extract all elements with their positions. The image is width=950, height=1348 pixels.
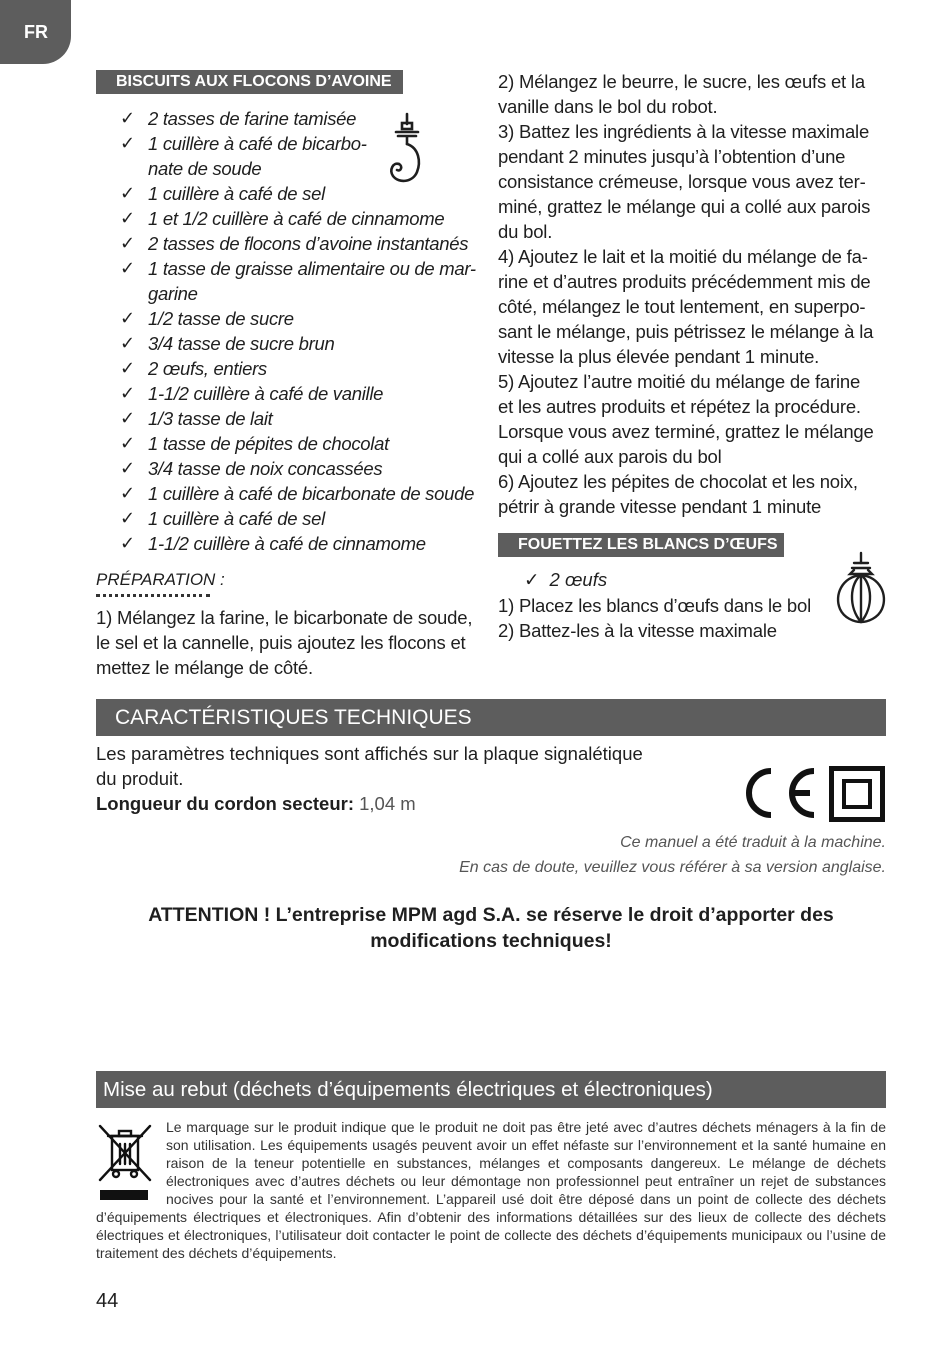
step-line: consistance crémeuse, lorsque vous avez ter- — [498, 171, 866, 192]
ingredient-text: 1-1/2 cuillère à café de vanille — [148, 383, 384, 404]
check-icon: ✓ — [120, 233, 135, 253]
step-line: miné, grattez le mélange qui a collé aux parois — [498, 196, 871, 217]
whisk-steps — [498, 593, 811, 643]
step-line: qui a collé aux parois du bol — [498, 446, 722, 467]
ingredient-text: 2 œufs — [549, 569, 608, 590]
whisk-step: 1) Placez les blancs d’œufs dans le bol — [498, 595, 812, 616]
cord-length-value: 1,04 m — [359, 793, 416, 814]
ingredient-text: 2 tasses de farine tamisée — [148, 108, 357, 129]
check-icon: ✓ — [120, 208, 135, 228]
ingredient-item — [120, 231, 476, 256]
attention-line: modifications techniques! — [370, 930, 612, 952]
ingredient-item — [120, 306, 476, 331]
cord-length-label: Longueur du cordon secteur: — [96, 793, 354, 814]
ingredient-text: 2 œufs, entiers — [148, 358, 267, 379]
cord-length — [96, 791, 716, 816]
step-line: côté, mélangez le tout lentement, en superpo- — [498, 296, 866, 317]
check-icon: ✓ — [120, 508, 135, 528]
check-icon: ✓ — [524, 569, 540, 590]
ingredient-item — [120, 331, 476, 356]
check-icon: ✓ — [120, 333, 135, 353]
step-line: du bol. — [498, 221, 553, 242]
ingredient-item — [120, 406, 476, 431]
check-icon: ✓ — [120, 408, 135, 428]
whisk-step: 2) Battez-les à la vitesse maximale — [498, 620, 777, 641]
attention-line: ATTENTION ! L’entreprise MPM agd S.A. se réserve le droit d’apporter des — [148, 904, 834, 926]
step-line: pendant 2 minutes jusqu’à l’obtention d’une — [498, 146, 846, 167]
step-line: Lorsque vous avez terminé, grattez le mélange — [498, 421, 874, 442]
ingredient-text: nate de soude — [148, 158, 262, 179]
ingredient-item — [120, 106, 476, 131]
ingredient-item — [120, 356, 476, 381]
step-line: 3) Battez les ingrédients à la vitesse maximale — [498, 121, 870, 142]
technical-section-title: CARACTÉRISTIQUES TECHNIQUES — [96, 699, 886, 736]
step-line: et les autres produits et répétez la procédure. — [498, 396, 861, 417]
translation-note — [459, 830, 886, 880]
ingredient-item — [120, 206, 476, 231]
ingredient-text: 1 tasse de pépites de chocolat — [148, 433, 389, 454]
ingredient-text: 1 cuillère à café de bicarbo- — [148, 133, 367, 154]
ce-mark-icon — [738, 765, 818, 821]
whisk-ingredient — [524, 567, 607, 592]
check-icon: ✓ — [120, 183, 135, 203]
steps-right-column — [498, 69, 874, 519]
double-insulation-icon — [829, 766, 885, 822]
ingredients-list — [120, 106, 476, 556]
ingredient-text: 1 tasse de graisse alimentaire ou de mar- — [148, 258, 476, 279]
step1-line: 1) Mélangez la farine, le bicarbonate de soude, — [96, 607, 473, 628]
ingredient-item — [120, 506, 476, 531]
step-line: vitesse la plus élevée pendant 1 minute. — [498, 346, 820, 367]
check-icon: ✓ — [120, 133, 135, 153]
step1-text — [96, 605, 472, 680]
ingredient-item — [120, 256, 476, 306]
step-line: 6) Ajoutez les pépites de chocolat et les noix, — [498, 471, 858, 492]
technical-line: du produit. — [96, 768, 184, 789]
ingredient-text: 3/4 tasse de sucre brun — [148, 333, 335, 354]
check-icon: ✓ — [120, 108, 135, 128]
ingredient-text: 1 et 1/2 cuillère à café de cinnamome — [148, 208, 445, 229]
ingredient-text: 3/4 tasse de noix concassées — [148, 458, 383, 479]
page-number: 44 — [96, 1290, 119, 1312]
language-tab: FR — [0, 0, 71, 64]
translation-line: En cas de doute, veuillez vous référer à sa version anglaise. — [459, 859, 886, 876]
ingredient-item — [120, 381, 476, 406]
check-icon: ✓ — [120, 458, 135, 478]
ingredient-item — [120, 131, 476, 181]
disposal-text — [96, 1118, 886, 1262]
recipe-title-egg-whites: FOUETTEZ LES BLANCS D’ŒUFS — [498, 533, 784, 557]
step-line: 2) Mélangez le beurre, le sucre, les œufs et la — [498, 71, 865, 92]
check-icon: ✓ — [120, 533, 135, 553]
ingredient-text: 1 cuillère à café de bicarbonate de soude — [148, 483, 475, 504]
preparation-underline — [96, 594, 210, 597]
ingredient-item — [120, 456, 476, 481]
check-icon: ✓ — [120, 308, 135, 328]
ingredient-item — [120, 531, 476, 556]
step-line: sant le mélange, puis pétrissez le mélange à la — [498, 321, 874, 342]
attention-notice — [96, 902, 886, 954]
ingredient-item — [120, 481, 476, 506]
step-line: 5) Ajoutez l’autre moitié du mélange de farine — [498, 371, 861, 392]
step-line: vanille dans le bol du robot. — [498, 96, 718, 117]
step-line: pétrir à grande vitesse pendant 1 minute — [498, 496, 822, 517]
check-icon: ✓ — [120, 258, 135, 278]
ingredient-text: 1/2 tasse de sucre — [148, 308, 294, 329]
ingredient-item — [120, 431, 476, 456]
step1-line: mettez le mélange de côté. — [96, 657, 313, 678]
icon-spacer — [96, 1118, 166, 1208]
step-line: rine et d’autres produits précédemment mis de — [498, 271, 871, 292]
ingredient-item — [120, 181, 476, 206]
ingredient-text: 1-1/2 cuillère à café de cinnamome — [148, 533, 426, 554]
technical-text — [96, 741, 716, 816]
check-icon: ✓ — [120, 383, 135, 403]
step1-line: le sel et la cannelle, puis ajoutez les flocons et — [96, 632, 466, 653]
ingredient-text: 1 cuillère à café de sel — [148, 183, 325, 204]
ingredient-text: 1/3 tasse de lait — [148, 408, 273, 429]
whisk-icon — [834, 551, 888, 625]
step-line: 4) Ajoutez le lait et la moitié du mélange de fa- — [498, 246, 868, 267]
check-icon: ✓ — [120, 358, 135, 378]
check-icon: ✓ — [120, 433, 135, 453]
ingredient-text: garine — [148, 283, 198, 304]
check-icon: ✓ — [120, 483, 135, 503]
preparation-label: PRÉPARATION : — [96, 570, 225, 589]
technical-line: Les paramètres techniques sont affichés sur la plaque signalétique — [96, 743, 643, 764]
translation-line: Ce manuel a été traduit à la machine. — [620, 834, 886, 851]
ingredient-text: 2 tasses de flocons d’avoine instantanés — [148, 233, 469, 254]
recipe-title-oat-biscuits: BISCUITS AUX FLOCONS D’AVOINE — [96, 70, 403, 94]
ingredient-text: 1 cuillère à café de sel — [148, 508, 325, 529]
disposal-paragraph: Le marquage sur le produit indique que le produit ne doit pas être jeté avec d’autres déchets ménagers à la fin de son utilisation. Les équipements usagés peuvent avoir un effet néfaste sur l’environnement et la santé humaine en raison de la teneur potentielle en substances, mélanges et composants dangereux. Le mélange de déchets électroniques avec d’autres déchets ou leur démontage non professionnel peut entraîner un rejet de substances nocives pour la santé et l’environnement. L’appareil usé doit être déposé dans un point de collecte des déchets d’équipements électriques et électroniques. Afin d’obtenir des informations détaillées sur des lieux de collecte des déchets électriques et électroniques, l’utilisateur doit contacter le point de collecte des déchets d’équipements municipaux ou l’usine de traitement des déchets d’équipements. — [96, 1119, 886, 1261]
disposal-section-title: Mise au rebut (déchets d’équipements électriques et électroniques) — [96, 1071, 886, 1108]
